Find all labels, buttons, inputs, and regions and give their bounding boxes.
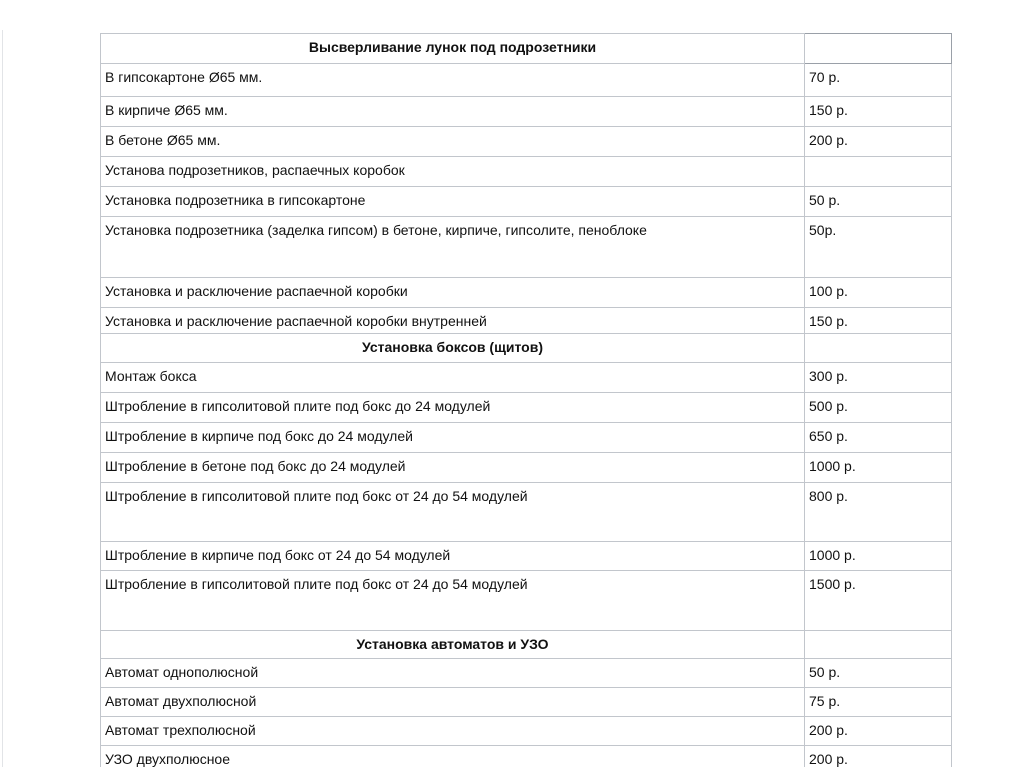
table-row bbox=[101, 571, 952, 631]
table-row bbox=[101, 717, 952, 746]
table-row bbox=[101, 217, 952, 278]
section-title: Установка боксов (щитов) bbox=[101, 334, 805, 363]
table-row bbox=[101, 542, 952, 571]
price-cell: 1000 р. bbox=[805, 542, 952, 571]
service-label: Штробление в кирпиче под бокс до 24 модулей bbox=[101, 423, 805, 453]
price-cell bbox=[805, 631, 952, 659]
price-cell: 200 р. bbox=[805, 746, 952, 767]
service-label: В бетоне Ø65 мм. bbox=[101, 127, 805, 157]
table-row bbox=[101, 659, 952, 688]
price-cell: 1500 р. bbox=[805, 571, 952, 631]
price-cell: 200 р. bbox=[805, 127, 952, 157]
table-row bbox=[101, 64, 952, 97]
table-row bbox=[101, 308, 952, 334]
table-row bbox=[101, 157, 952, 187]
price-cell: 200 р. bbox=[805, 717, 952, 746]
price-cell: 1000 р. bbox=[805, 453, 952, 483]
slide-edge-line bbox=[2, 30, 3, 767]
service-label: Автомат трехполюсной bbox=[101, 717, 805, 746]
table-row bbox=[101, 97, 952, 127]
service-label: Установка подрозетника в гипсокартоне bbox=[101, 187, 805, 217]
service-label: Монтаж бокса bbox=[101, 363, 805, 393]
price-cell: 500 р. bbox=[805, 393, 952, 423]
table-section-row bbox=[101, 334, 952, 363]
price-cell: 150 р. bbox=[805, 97, 952, 127]
table-row bbox=[101, 453, 952, 483]
table-row bbox=[101, 278, 952, 308]
table-row bbox=[101, 187, 952, 217]
table-row bbox=[101, 423, 952, 453]
price-cell: 50р. bbox=[805, 217, 952, 278]
table-row bbox=[101, 483, 952, 542]
service-label: Установка подрозетника (заделка гипсом) в бетоне, кирпиче, гипсолите, пеноблоке bbox=[101, 217, 805, 278]
price-cell: 50 р. bbox=[805, 187, 952, 217]
service-label: В кирпиче Ø65 мм. bbox=[101, 97, 805, 127]
table-row bbox=[101, 363, 952, 393]
table-section-row bbox=[101, 631, 952, 659]
table-row bbox=[101, 746, 952, 767]
price-table bbox=[100, 33, 952, 767]
price-cell: 75 р. bbox=[805, 688, 952, 717]
section-title: Установка автоматов и УЗО bbox=[101, 631, 805, 659]
price-cell bbox=[805, 157, 952, 187]
service-label: Установа подрозетников, распаечных коробок bbox=[101, 157, 805, 187]
price-cell bbox=[805, 334, 952, 363]
table-row bbox=[101, 688, 952, 717]
table-row bbox=[101, 393, 952, 423]
price-cell: 50 р. bbox=[805, 659, 952, 688]
service-label: Штробление в гипсолитовой плите под бокс до 24 модулей bbox=[101, 393, 805, 423]
service-label: УЗО двухполюсное bbox=[101, 746, 805, 767]
service-label: Штробление в гипсолитовой плите под бокс от 24 до 54 модулей bbox=[101, 571, 805, 631]
price-cell: 650 р. bbox=[805, 423, 952, 453]
section-title: Высверливание лунок под подрозетники bbox=[101, 34, 805, 64]
price-cell: 70 р. bbox=[805, 64, 952, 97]
service-label: Установка и расключение распаечной коробки bbox=[101, 278, 805, 308]
table-row bbox=[101, 127, 952, 157]
price-cell: 300 р. bbox=[805, 363, 952, 393]
service-label: Штробление в гипсолитовой плите под бокс от 24 до 54 модулей bbox=[101, 483, 805, 542]
table-section-row bbox=[101, 34, 952, 64]
service-label: Штробление в бетоне под бокс до 24 модулей bbox=[101, 453, 805, 483]
service-label: В гипсокартоне Ø65 мм. bbox=[101, 64, 805, 97]
price-cell: 100 р. bbox=[805, 278, 952, 308]
price-cell bbox=[805, 34, 952, 64]
service-label: Штробление в кирпиче под бокс от 24 до 54 модулей bbox=[101, 542, 805, 571]
service-label: Установка и расключение распаечной коробки внутренней bbox=[101, 308, 805, 334]
service-label: Автомат двухполюсной bbox=[101, 688, 805, 717]
service-label: Автомат однополюсной bbox=[101, 659, 805, 688]
price-cell: 150 р. bbox=[805, 308, 952, 334]
price-cell: 800 р. bbox=[805, 483, 952, 542]
